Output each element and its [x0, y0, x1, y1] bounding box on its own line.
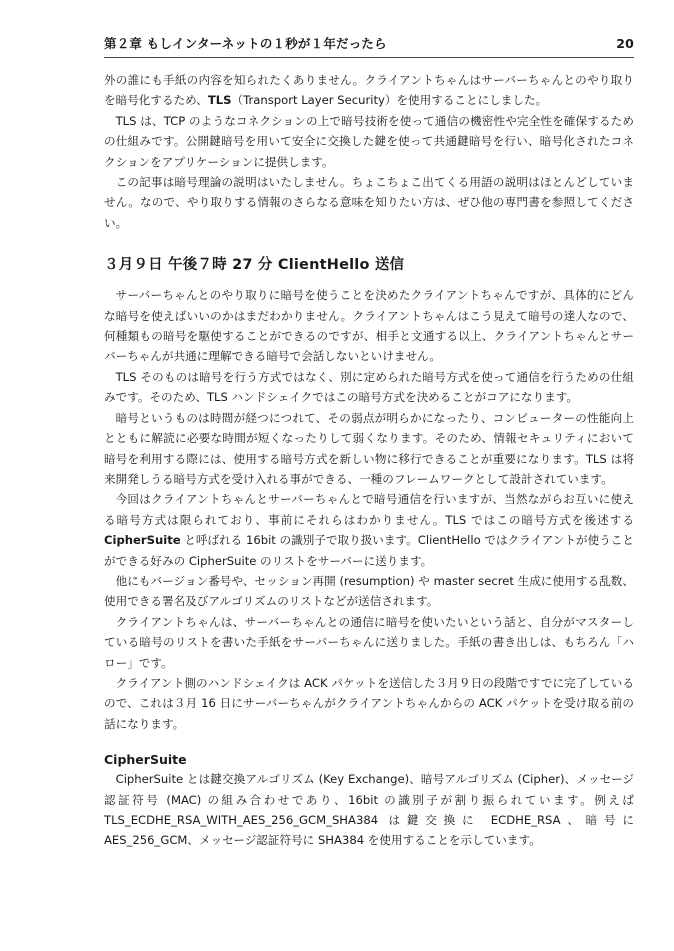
section-paragraph-5: 他にもバージョン番号や、セッション再開 (resumption) や master secret 生成に使用する乱数、使用できる署名及びアルゴリズムのリストなどが送信されます。 — [104, 573, 634, 609]
running-header — [104, 34, 634, 58]
intro-paragraph-3: この記事は暗号理論の説明はいたしません。ちょこちょこ出てくる用語の説明はほとんどしていません。なので、やり取りする情報のさらなる意味を知りたい方は、ぜひ他の専門書を参照してください。 — [104, 175, 634, 230]
section-paragraph-7: クライアント側のハンドシェイクは ACK パケットを送信した３月９日の段階ですでに完了しているので、これは３月 16 日にサーバーちゃんがクライアントちゃんからの ACK パケットを受け取る前の話になります。 — [104, 675, 634, 731]
page-number: 20 — [616, 36, 634, 51]
subsection-title: CipherSuite — [104, 752, 187, 768]
section-paragraph-1: サーバーちゃんとのやり取りに暗号を使うことを決めたクライアントちゃんですが、具体的にどんな暗号を使えばいいのかはまだわかりません。クライアントちゃんはこう見えて暗号の達人なので、何種類もの暗号を駆使することができるのですが、相手と文通する以上、クライアントちゃんとサーバーちゃんが共通に理解できる暗号で会話しないといけません。 — [104, 288, 634, 364]
subsection-paragraph-1: CipherSuite とは鍵交換アルゴリズム (Key Exchange)、暗号アルゴリズム (Cipher)、メッセージ認証符号 (MAC) の組み合わせであり、16bit の識別子が割り振られています。例えば TLS_ECDHE_RSA_WITH_AES_256_GCM_SHA384 は鍵交換に ECDHE_RSA、暗号に AES_256_GCM、メッセージ認証符号に SHA384 を使用することを示しています。 — [104, 772, 634, 848]
intro-paragraph-1: 外の誰にも手紙の内容を知られたくありません。クライアントちゃんはサーバーちゃんとのやり取りを暗号化するため、TLS（Transport Layer Security）を使用することにしました。 — [104, 73, 634, 108]
chapter-title: 第２章 もしインターネットの１秒が１年だったら — [104, 36, 387, 51]
section-paragraph-6: クライアントちゃんは、サーバーちゃんとの通信に暗号を使いたいという話と、自分がマスターしている暗号のリストを書いた手紙をサーバーちゃんに送りました。手紙の書き出しは、もちろん「ハロー」です。 — [104, 614, 634, 670]
intro-paragraph-2: TLS は、TCP のようなコネクションの上で暗号技術を使って通信の機密性や完全性を確保するための仕組みです。公開鍵暗号を用いて安全に交換した鍵を使って共通鍵暗号を行い、暗号化されたコネクションをアプリケーションに提供します。 — [104, 113, 634, 169]
section-paragraph-2: TLS そのものは暗号を行う方式ではなく、別に定められた暗号方式を使って通信を行うための仕組みです。そのため、TLS ハンドシェイクではこの暗号方式を決めることがコアになります。 — [104, 369, 634, 405]
section-title: ３月９日 午後７時 27 分 ClientHello 送信 — [104, 257, 405, 274]
section-paragraph-3: 暗号というものは時間が経つにつれて、その弱点が明らかになったり、コンピューターの性能向上とともに解読に必要な時間が短くなったりして弱くなります。そのため、情報セキュリティにおいて暗号を利用する際には、使用する暗号方式を新しい物に移行できることが重要になります。TLS は将来開発しうる暗号方式を受け入れる事ができる、一種のフレームワークとして設計されています。 — [104, 410, 634, 486]
section-paragraph-4: 今回はクライアントちゃんとサーバーちゃんとで暗号通信を行いますが、当然ながらお互いに使える暗号方式は限られており、事前にそれらはわかりません。TLS ではこの暗号方式を後述する CipherSuite と呼ばれる 16bit の識別子で取り扱います。ClientHello ではクライアントが使うことができる好みの CipherSuite のリストをサーバーに送ります。 — [104, 492, 634, 568]
subsection-body — [104, 769, 634, 851]
section-body — [104, 285, 634, 734]
intro-block — [104, 70, 634, 233]
document-page — [104, 34, 634, 851]
